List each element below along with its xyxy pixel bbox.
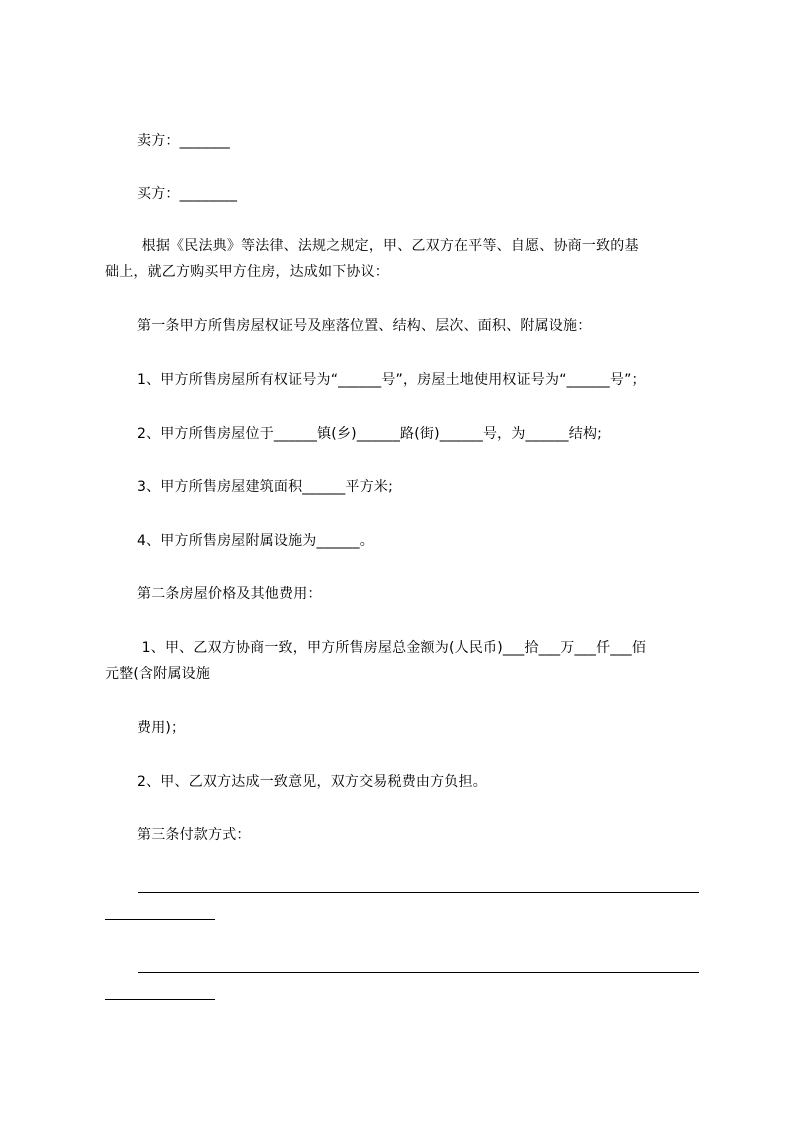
- article2-item1-line3: 费用)；: [137, 720, 186, 736]
- article1-item4: 4、甲方所售房屋附属设施为______。: [137, 533, 374, 549]
- buyer-line: 买方：________: [137, 186, 238, 202]
- payment-blank-line-1b: [105, 919, 215, 920]
- article2-item1-line2: 元整(含附属设施: [105, 666, 211, 682]
- payment-blank-line-2a: [138, 972, 699, 973]
- article2-item2: 2、甲、乙双方达成一致意见，双方交易税费由方负担。: [137, 774, 487, 790]
- article1-item2: 2、甲方所售房屋位于______镇(乡)______路(街)______号，为______结构;: [137, 426, 603, 442]
- preamble-line-1: 根据《民法典》等法律、法规之规定，甲、乙双方在平等、自愿、协商一致的基: [137, 238, 639, 254]
- article1-item3: 3、甲方所售房屋建筑面积______平方米;: [137, 479, 394, 495]
- payment-blank-line-2b: [105, 999, 215, 1000]
- payment-blank-line-1a: [138, 892, 699, 893]
- article1-item1: 1、甲方所售房屋所有权证号为“______号”，房屋土地使用权证号为“______号”；: [137, 372, 646, 388]
- article1-title: 第一条甲方所售房屋权证号及座落位置、结构、层次、面积、附属设施：: [137, 318, 592, 334]
- article3-title: 第三条付款方式：: [137, 827, 251, 843]
- preamble-line-2: 础上，就乙方购买甲方住房，达成如下协议：: [105, 264, 389, 280]
- seller-line: 卖方：_______: [137, 133, 230, 149]
- article2-title: 第二条房屋价格及其他费用：: [137, 586, 322, 602]
- article2-item1-line1: 1、甲、乙双方协商一致，甲方所售房屋总金额为(人民币)___拾___万___仟___佰: [137, 640, 647, 656]
